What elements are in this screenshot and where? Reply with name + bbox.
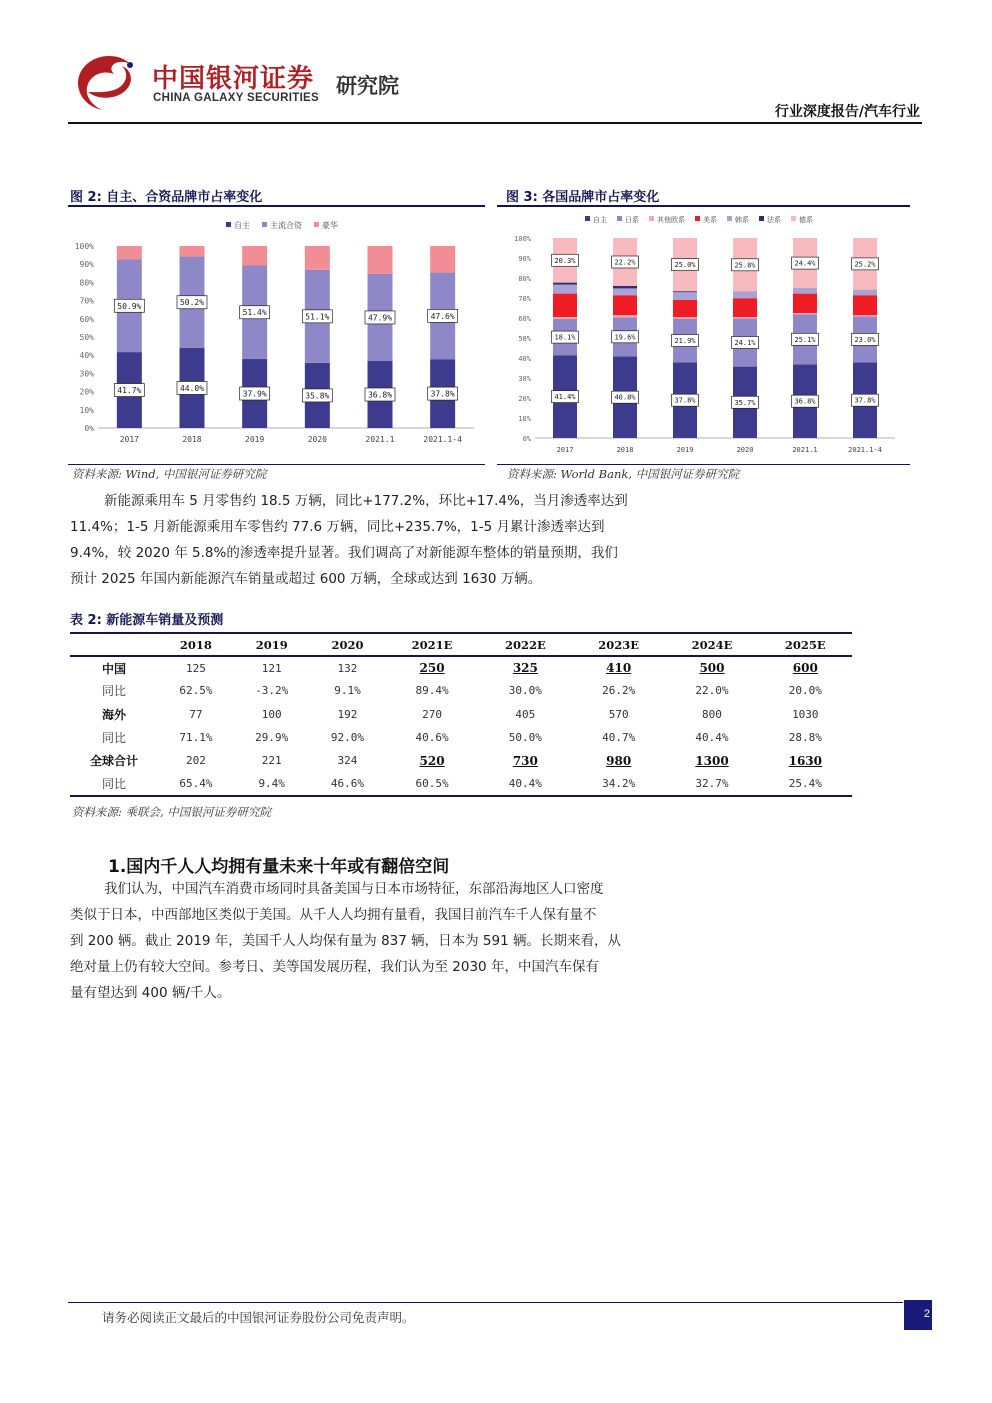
table-cell: 325 [512, 661, 538, 676]
table-cell: 1030 [792, 707, 819, 721]
table-row [70, 749, 852, 772]
y-tick-label: 90% [518, 255, 531, 263]
bar-segment [673, 291, 697, 292]
legend-label: 韩系 [735, 216, 749, 224]
figure3-chart [497, 210, 910, 464]
legend-swatch [585, 216, 590, 221]
data-label: 47.6% [430, 311, 455, 321]
data-label: 22.2% [614, 258, 636, 267]
paragraph-line: 我们认为，中国汽车消费市场同时具备美国与日本市场特征，东部沿海地区人口密度 [104, 881, 604, 897]
report-category: 行业深度报告/汽车行业 [774, 104, 920, 120]
data-label: 37.8% [674, 396, 696, 405]
table-cell: 270 [422, 707, 442, 721]
figure3-source-rule [497, 464, 910, 465]
table-cell: 202 [185, 754, 206, 768]
bar-segment [853, 290, 877, 295]
table-row [70, 703, 852, 726]
table-cell: 1630 [788, 753, 823, 768]
data-label: 24.4% [794, 259, 816, 268]
legend-label: 法系 [767, 216, 781, 224]
table-cell: 40.4% [695, 731, 729, 745]
table-row-label: 同比 [101, 731, 126, 746]
table-cell: 77 [189, 707, 203, 721]
bar-segment [553, 294, 577, 317]
nev-sales-table [70, 632, 852, 797]
footer-divider [68, 1302, 903, 1303]
bar-segment [242, 246, 267, 265]
legend-swatch [695, 216, 700, 221]
table-row [70, 772, 852, 795]
legend-swatch [791, 216, 796, 221]
legend-swatch [649, 216, 654, 221]
table-header-cell: 2019 [255, 637, 288, 652]
y-tick-label: 70% [518, 295, 531, 303]
y-tick-label: 50% [518, 335, 531, 343]
legend-label: 豪华 [322, 221, 338, 230]
bar-segment [853, 315, 877, 316]
table-cell: 730 [512, 753, 538, 768]
table-cell: 71.1% [179, 731, 213, 745]
table-cell: 570 [608, 707, 629, 721]
table-cell: 132 [337, 661, 358, 675]
brand-name-en: CHINA GALAXY SECURITIES [153, 92, 320, 104]
paragraph-line: 绝对量上仍有较大空间。参考日、美等国发展历程，我们认为至 2030 年，中国汽车保有 [70, 959, 599, 975]
x-tick-label: 2020 [736, 446, 754, 454]
data-label: 50.9% [117, 301, 142, 311]
table-cell: -3.2% [255, 684, 289, 698]
data-label: 51.4% [242, 308, 267, 318]
x-tick-label: 2021.1 [365, 435, 395, 444]
table-row-label: 中国 [101, 661, 126, 676]
x-tick-label: 2020 [307, 435, 327, 444]
table-cell: 26.2% [602, 684, 636, 698]
data-label: 36.8% [367, 390, 393, 400]
data-label: 51.1% [305, 312, 330, 322]
bar-segment [733, 317, 757, 318]
y-tick-label: 0% [522, 435, 531, 443]
table-header-cell: 2021E [411, 637, 453, 652]
table-cell: 250 [419, 661, 445, 676]
paragraph-line: 类似于日本，中西部地区类似于美国。从千人人均拥有量看，我国目前汽车千人保有量不 [70, 907, 597, 923]
table-row-label: 同比 [101, 777, 126, 792]
table-cell: 800 [702, 707, 722, 721]
y-tick-label: 10% [79, 405, 94, 415]
data-label: 37.8% [854, 396, 876, 405]
table2-source: 资料来源: 乘联会, 中国银河证券研究院 [72, 805, 271, 819]
y-tick-label: 80% [518, 275, 531, 283]
data-label: 35.7% [734, 398, 756, 407]
figure2-source: 资料来源: Wind, 中国银河证券研究院 [72, 467, 267, 481]
x-tick-label: 2021.1-4 [423, 435, 462, 444]
data-label: 44.0% [179, 383, 205, 393]
table-cell: 9.4% [258, 777, 285, 791]
table-cell: 9.1% [334, 684, 361, 698]
y-tick-label: 40% [79, 351, 94, 361]
table-cell: 22.0% [695, 684, 729, 698]
legend-label: 其他欧系 [657, 216, 685, 224]
paragraph-line: 11.4%；1-5 月新能源乘用车零售约 77.6 万辆，同比+235.7%，1-5 月累计渗透率达到 [70, 519, 605, 535]
galaxy-logo-icon [74, 52, 144, 114]
table-cell: 221 [261, 754, 282, 768]
table-row [70, 726, 852, 749]
bar-segment [553, 317, 577, 319]
footer-disclaimer: 请务必阅读正文最后的中国银河证券股份公司免责声明。 [102, 1310, 415, 1325]
table-cell: 30.0% [508, 684, 542, 698]
table-header-cell: 2020 [331, 637, 364, 652]
legend-label: 日系 [625, 216, 639, 224]
bar-segment [613, 288, 637, 295]
table-cell: 125 [185, 661, 206, 675]
bar-segment [673, 300, 697, 317]
table-row-label: 同比 [101, 684, 126, 699]
legend-label: 主流合资 [270, 221, 302, 230]
table2-caption: 表 2: 新能源车销量及预测 [70, 613, 224, 628]
legend-swatch [617, 216, 622, 221]
data-label: 20.3% [554, 256, 576, 265]
legend-swatch [262, 222, 267, 227]
x-tick-label: 2017 [556, 446, 574, 454]
data-label: 25.2% [854, 260, 876, 269]
data-label: 24.1% [734, 339, 756, 347]
figure3-caption-rule [497, 205, 910, 207]
legend-swatch [226, 222, 231, 227]
section-title: 1.国内千人人均拥有量未来十年或有翻倍空间 [108, 857, 450, 877]
legend-label: 德系 [799, 216, 813, 224]
bar-segment [673, 292, 697, 300]
figure2-source-rule [68, 464, 485, 465]
bar-segment [553, 285, 577, 294]
table-cell: 60.5% [415, 777, 449, 791]
table-cell: 40.6% [415, 731, 449, 745]
data-label: 36.8% [794, 397, 816, 406]
table-header-cell: 2022E [504, 637, 546, 652]
table-cell: 600 [792, 661, 818, 676]
table-cell: 980 [606, 753, 632, 768]
paragraph-line: 新能源乘用车 5 月零售约 18.5 万辆，同比+177.2%，环比+17.4%，当月渗透率达到 [104, 493, 628, 509]
table-row-label: 海外 [101, 707, 126, 722]
bar-segment [733, 292, 757, 298]
bar-segment [613, 295, 637, 315]
table-cell: 40.4% [508, 777, 542, 791]
paragraph-line: 量有望达到 400 辆/千人。 [70, 985, 231, 1001]
table-cell: 100 [261, 707, 282, 721]
bar-segment [793, 294, 817, 313]
table-cell: 192 [337, 707, 358, 721]
header-divider [68, 122, 922, 124]
y-tick-label: 100% [514, 235, 531, 243]
table-row-label: 全球合计 [89, 754, 138, 769]
data-label: 47.9% [367, 313, 393, 323]
y-tick-label: 70% [79, 296, 94, 306]
legend-label: 自主 [593, 216, 607, 224]
data-label: 25.8% [734, 261, 756, 270]
y-tick-label: 20% [79, 387, 94, 397]
page-number: 2 [904, 1300, 932, 1330]
figure2-caption-rule [68, 205, 485, 207]
y-tick-label: 0% [84, 424, 94, 433]
data-label: 35.8% [305, 391, 330, 401]
paragraph-line: 9.4%，较 2020 年 5.8%的渗透率提升显著。我们调高了对新能源车整体的销量预期，我们 [70, 545, 618, 561]
bar-segment [180, 246, 205, 257]
bar-segment [613, 315, 637, 317]
y-tick-label: 90% [79, 260, 94, 270]
table-header-cell: 2025E [784, 637, 826, 652]
table-cell: 32.7% [695, 777, 729, 791]
data-label: 19.6% [614, 333, 636, 342]
y-tick-label: 40% [518, 355, 531, 363]
figure3-source: 资料来源: World Bank, 中国银河证券研究院 [507, 467, 740, 481]
table-cell: 62.5% [179, 684, 213, 698]
y-tick-label: 80% [79, 278, 94, 288]
y-tick-label: 60% [518, 315, 531, 323]
legend-label: 美系 [703, 216, 717, 224]
table-cell: 29.9% [255, 731, 289, 745]
legend-swatch [727, 216, 732, 221]
figure2-caption: 图 2: 自主、合资品牌市占率变化 [70, 190, 263, 205]
x-tick-label: 2018 [616, 446, 634, 454]
table-cell: 20.0% [788, 684, 822, 698]
x-tick-label: 2018 [182, 435, 202, 444]
brand-name-cn: 中国银河证券 [152, 64, 315, 94]
table-cell: 28.8% [788, 731, 822, 745]
y-tick-label: 60% [79, 314, 94, 324]
y-tick-label: 100% [74, 242, 94, 251]
data-label: 40.8% [614, 393, 636, 402]
data-label: 41.4% [554, 393, 576, 402]
table-cell: 405 [515, 707, 536, 721]
table-cell: 324 [337, 754, 358, 768]
bar-segment [853, 295, 877, 315]
legend-label: 自主 [234, 221, 250, 230]
table-header-row [70, 633, 852, 656]
table-cell: 520 [419, 753, 445, 768]
table-cell: 65.4% [179, 777, 213, 791]
paragraph-line: 到 200 辆。截止 2019 年，美国千人人均保有量为 837 辆，日本为 591 辆。长期来看，从 [70, 933, 621, 949]
figure3-caption: 图 3: 各国品牌市占率变化 [506, 190, 660, 205]
table-header-cell: 2024E [691, 637, 733, 652]
y-tick-label: 30% [518, 375, 531, 383]
institute-name: 研究院 [336, 74, 399, 98]
table-cell: 92.0% [330, 731, 365, 745]
bar-segment [613, 286, 637, 288]
data-label: 23.0% [854, 335, 876, 344]
table-header-cell [70, 633, 158, 656]
table-cell: 50.0% [508, 731, 542, 745]
x-tick-label: 2021.1-4 [848, 446, 882, 454]
table-cell: 40.7% [602, 731, 636, 745]
bar-segment [430, 246, 455, 273]
paragraph-nev-sales [70, 488, 628, 592]
y-tick-label: 50% [79, 333, 94, 342]
table-row [70, 679, 852, 702]
data-label: 41.7% [117, 386, 142, 396]
data-label: 37.8% [430, 389, 455, 399]
x-tick-label: 2021.1 [792, 446, 818, 454]
table-cell: 500 [699, 661, 725, 676]
table-cell: 89.4% [415, 684, 449, 698]
data-label: 18.1% [554, 333, 576, 342]
paragraph-line: 预计 2025 年国内新能源汽车销量或超过 600 万辆，全球或达到 1630 万辆。 [70, 571, 542, 587]
table-header-cell: 2018 [179, 637, 212, 652]
data-label: 37.9% [242, 389, 267, 399]
paragraph-ownership [70, 876, 621, 1006]
bar-segment [673, 317, 697, 318]
table-cell: 410 [606, 661, 632, 676]
bar-segment [368, 246, 393, 274]
data-label: 50.2% [179, 298, 205, 308]
y-tick-label: 30% [79, 369, 94, 379]
figure2-chart [68, 212, 486, 464]
bar-segment [793, 313, 817, 314]
y-tick-label: 10% [518, 415, 531, 423]
bar-segment [117, 246, 142, 259]
table-cell: 34.2% [602, 777, 636, 791]
y-tick-label: 20% [518, 395, 531, 403]
x-tick-label: 2019 [245, 435, 265, 444]
legend-swatch [759, 216, 764, 221]
table-cell: 121 [261, 661, 282, 675]
x-tick-label: 2017 [119, 435, 139, 444]
x-tick-label: 2019 [676, 446, 694, 454]
bar-segment [793, 288, 817, 293]
table-cell: 25.4% [788, 777, 822, 791]
data-label: 25.1% [794, 335, 816, 344]
bar-segment [733, 298, 757, 317]
table-cell: 46.6% [330, 777, 365, 791]
data-label: 21.9% [674, 337, 696, 345]
data-label: 25.0% [674, 261, 696, 270]
table-header-cell: 2023E [598, 637, 640, 652]
legend-swatch [314, 222, 319, 227]
bar-segment [305, 246, 330, 270]
table-row [70, 656, 852, 679]
table-cell: 1300 [695, 753, 729, 768]
bar-segment [553, 283, 577, 285]
